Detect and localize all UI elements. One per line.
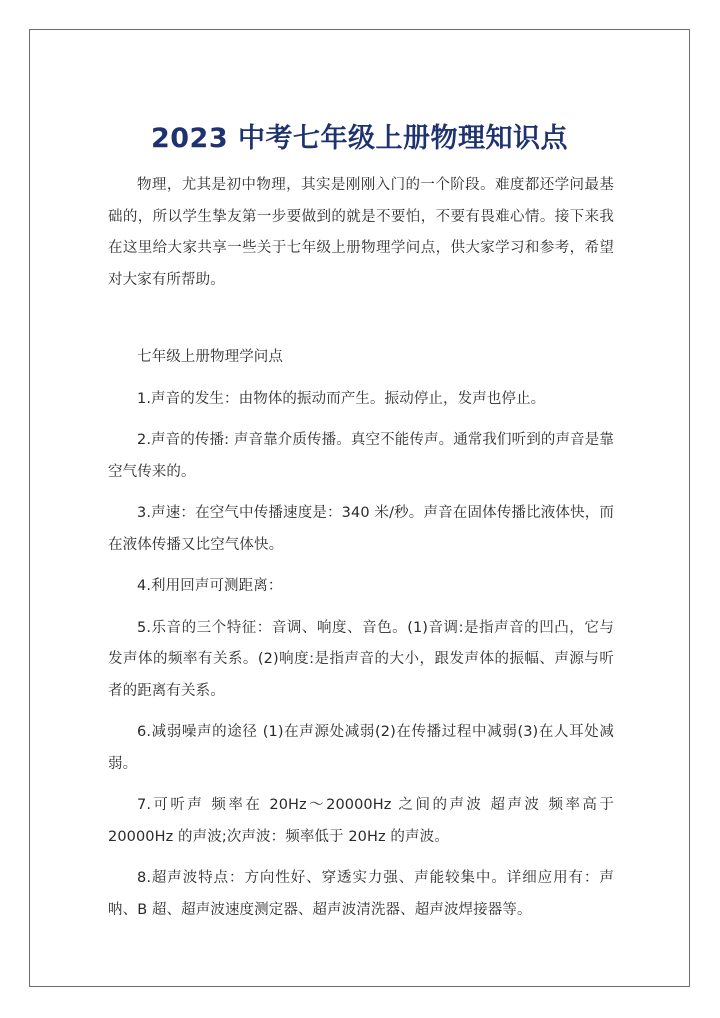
point-8: 8.超声波特点：方向性好、穿透实力强、声能较集中。详细应用有：声呐、B 超、超声波速度测定器、超声波清洗器、超声波焊接器等。 xyxy=(108,870,614,918)
point-5: 5.乐音的三个特征：音调、响度、音色。(1)音调:是指声音的凹凸，它与发声体的频率有关系。(2)响度:是指声音的大小，跟发声体的振幅、声源与听者的距离有关系。 xyxy=(108,619,614,699)
point-1: 1.声音的发生：由物体的振动而产生。振动停止，发声也停止。 xyxy=(137,390,546,407)
section-heading: 七年级上册物理学问点 xyxy=(137,349,283,365)
point-7: 7.可听声 频率在 20Hz～20000Hz 之间的声波 超声波 频率高于 20000Hz 的声波;次声波：频率低于 20Hz 的声波。 xyxy=(108,797,614,845)
intro-paragraph: 物理，尤其是初中物理，其实是刚刚入门的一个阶段。难度都还学问最基础的，所以学生挚友第一步要做到的就是不要怕，不要有畏难心情。接下来我在这里给大家共享一些关于七年级上册物理学问点，供大家学习和参考，希望对大家有所帮助。 xyxy=(108,177,614,288)
point-4: 4.利用回声可测距离： xyxy=(137,578,283,594)
point-6: 6.减弱噪声的途径 (1)在声源处减弱(2)在传播过程中减弱(3)在人耳处减弱。 xyxy=(108,724,614,772)
page-title: 2023 中考七年级上册物理知识点 xyxy=(150,123,569,155)
point-3: 3.声速：在空气中传播速度是：340 米/秒。声音在固体传播比液体快，而在液体传播又比空气体快。 xyxy=(108,505,614,553)
point-2: 2.声音的传播: 声音靠介质传播。真空不能传声。通常我们听到的声音是靠空气传来的。 xyxy=(108,432,614,480)
document-body xyxy=(108,170,614,936)
